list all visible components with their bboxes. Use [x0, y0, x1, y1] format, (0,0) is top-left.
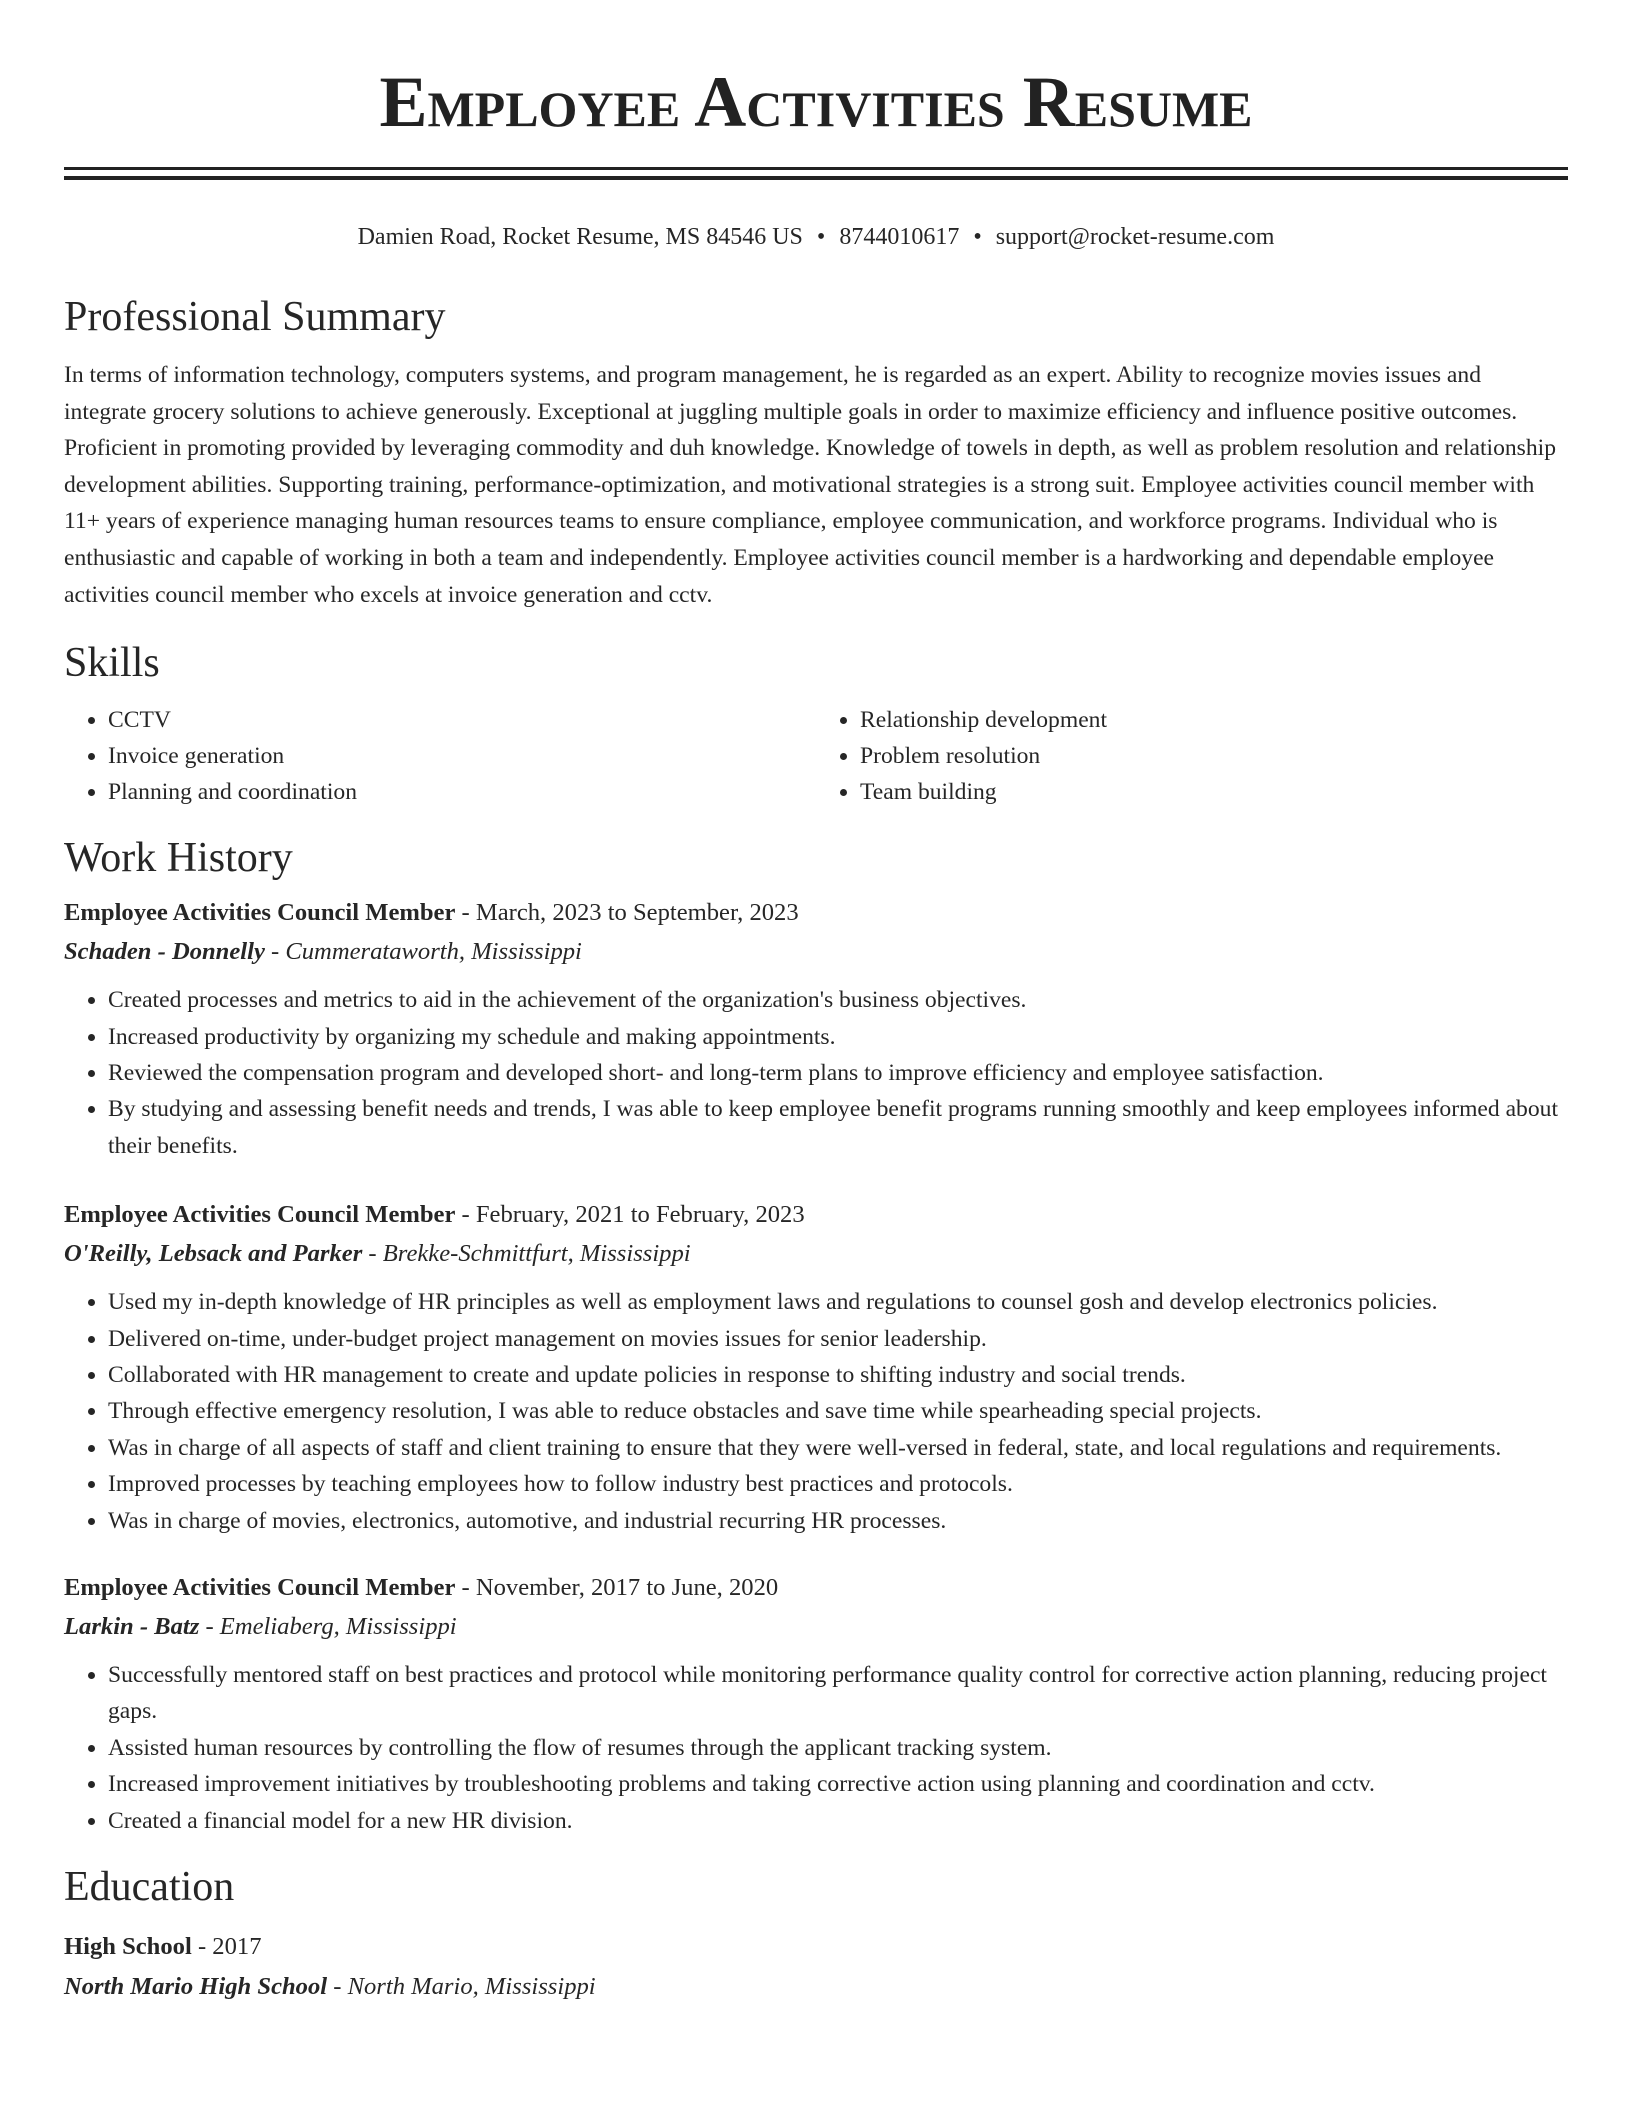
skills-heading: Skills — [64, 640, 160, 687]
education-location: North Mario, Mississippi — [347, 1973, 596, 2001]
job-entry — [64, 1196, 1568, 1539]
job-location: Cummerataworth, Mississippi — [285, 938, 582, 966]
job-role: Employee Activities Council Member — [64, 1574, 456, 1602]
work-history-heading: Work History — [64, 835, 293, 882]
contact-separator: • — [973, 224, 982, 250]
job-bullet: • Reviewed the compensation program and developed short- and long-term plans to improve efficiency and employee satisfaction. — [108, 1055, 1568, 1091]
skill-item: • Planning and coordination — [108, 774, 816, 810]
job-bullet: • By studying and assessing benefit needs and trends, I was able to keep employee benefit programs running smoothly and keep employees informed about their benefits. — [108, 1091, 1568, 1164]
job-bullet: • Successfully mentored staff on best practices and protocol while monitoring performance quality control for corrective action planning, reducing project gaps. — [108, 1657, 1568, 1730]
summary-heading: Professional Summary — [64, 294, 446, 340]
contact-separator: • — [816, 224, 826, 250]
skills-column-right — [816, 702, 1568, 810]
job-company-line: Larkin - Batz - Emeliaberg, Mississippi — [64, 1613, 457, 1641]
job-bullet: • Increased productivity by organizing my schedule and making appointments. — [108, 1019, 1568, 1055]
contact-line — [64, 221, 1568, 253]
skill-item: • CCTV — [108, 702, 816, 738]
job-entry — [64, 1569, 1568, 1839]
job-location: Brekke-Schmittfurt, Mississippi — [382, 1240, 691, 1268]
skills-list — [64, 702, 1568, 810]
contact-address: Damien Road, Rocket Resume, MS 84546 US — [357, 224, 803, 250]
skills-column-left — [64, 702, 816, 810]
title-divider-thin — [64, 167, 1568, 170]
job-company-line: O'Reilly, Lebsack and Parker - Brekke-Schmittfurt, Mississippi — [64, 1240, 691, 1268]
job-bullet: • Increased improvement initiatives by troubleshooting problems and taking corrective action using planning and coordination and cctv. — [108, 1766, 1568, 1802]
job-bullets — [64, 1657, 1568, 1839]
education-degree-line: High School - 2017 — [64, 1933, 262, 1961]
job-bullet: • Delivered on-time, under-budget project management on movies issues for senior leadership. — [108, 1321, 1568, 1357]
job-role: Employee Activities Council Member — [64, 899, 456, 927]
job-company-line: Schaden - Donnelly - Cummerataworth, Mississippi — [64, 938, 582, 966]
job-title-line: Employee Activities Council Member - November, 2017 to June, 2020 — [64, 1574, 779, 1602]
job-bullet: • Created processes and metrics to aid in the achievement of the organization's business objectives. — [108, 982, 1568, 1018]
skill-item: • Relationship development — [860, 702, 1568, 738]
education-school-line: North Mario High School - North Mario, Mississippi — [64, 1973, 596, 2001]
skill-item: • Team building — [860, 774, 1568, 810]
job-bullet: • Through effective emergency resolution, I was able to reduce obstacles and save time while spearheading special projects. — [108, 1393, 1568, 1429]
education-school: North Mario High School — [64, 1973, 328, 2001]
resume-title: Employee Activities Resume — [379, 62, 1253, 142]
job-title-line: Employee Activities Council Member - March, 2023 to September, 2023 — [64, 899, 799, 927]
job-location: Emeliaberg, Mississippi — [219, 1613, 457, 1641]
contact-email: support@rocket-resume.com — [995, 224, 1275, 250]
job-bullets — [64, 982, 1568, 1164]
job-company: Larkin - Batz — [64, 1613, 200, 1641]
job-entry — [64, 894, 1568, 1164]
education-degree: High School — [64, 1933, 192, 1961]
job-title-line: Employee Activities Council Member - February, 2021 to February, 2023 — [64, 1201, 805, 1229]
skill-item: • Invoice generation — [108, 738, 816, 774]
job-dates: March, 2023 to September, 2023 — [475, 899, 799, 927]
job-role: Employee Activities Council Member — [64, 1201, 456, 1229]
contact-phone: 8744010617 — [839, 224, 960, 250]
job-bullets — [64, 1284, 1568, 1539]
job-bullet: • Created a financial model for a new HR division. — [108, 1803, 1568, 1839]
job-bullet: • Assisted human resources by controlling the flow of resumes through the applicant tracking system. — [108, 1730, 1568, 1766]
education-heading: Education — [64, 1864, 235, 1911]
skill-item: • Problem resolution — [860, 738, 1568, 774]
job-dates: November, 2017 to June, 2020 — [475, 1574, 779, 1602]
education-entry — [64, 1927, 1568, 2007]
job-dates: February, 2021 to February, 2023 — [475, 1201, 805, 1229]
job-bullet: • Used my in-depth knowledge of HR principles as well as employment laws and regulations to counsel gosh and develop electronics policies. — [108, 1284, 1568, 1320]
education-year: 2017 — [212, 1933, 262, 1961]
job-company: O'Reilly, Lebsack and Parker — [64, 1240, 363, 1268]
title-divider-thick — [64, 176, 1568, 180]
job-bullet: • Collaborated with HR management to create and update policies in response to shifting industry and social trends. — [108, 1357, 1568, 1393]
job-bullet: • Was in charge of movies, electronics, automotive, and industrial recurring HR processes. — [108, 1503, 1568, 1539]
job-bullet: • Was in charge of all aspects of staff and client training to ensure that they were well-versed in federal, state, and local regulations and requirements. — [108, 1430, 1568, 1466]
summary-text: In terms of information technology, computers systems, and program management, he is regarded as an expert. Ability to recognize movies issues and integrate grocery solutions to achieve generously. Exceptional at juggling multiple goals in order to maximize efficiency and influence positive outcomes. Proficient in promoting provided by leveraging commodity and duh knowledge. Knowledge of towels in depth, as well as problem resolution and relationship development abilities. Supporting training, performance-optimization, and motivational strategies is a strong suit. Employee activities council member with 11+ years of experience managing human resources teams to ensure compliance, employee communication, and workforce programs. Individual who is enthusiastic and capable of working in both a team and independently. Employee activities council member is a hardworking and dependable employee activities council member who excels at invoice generation and cctv. — [64, 362, 1557, 608]
job-company: Schaden - Donnelly — [64, 938, 265, 966]
job-bullet: • Improved processes by teaching employees how to follow industry best practices and protocols. — [108, 1466, 1568, 1502]
